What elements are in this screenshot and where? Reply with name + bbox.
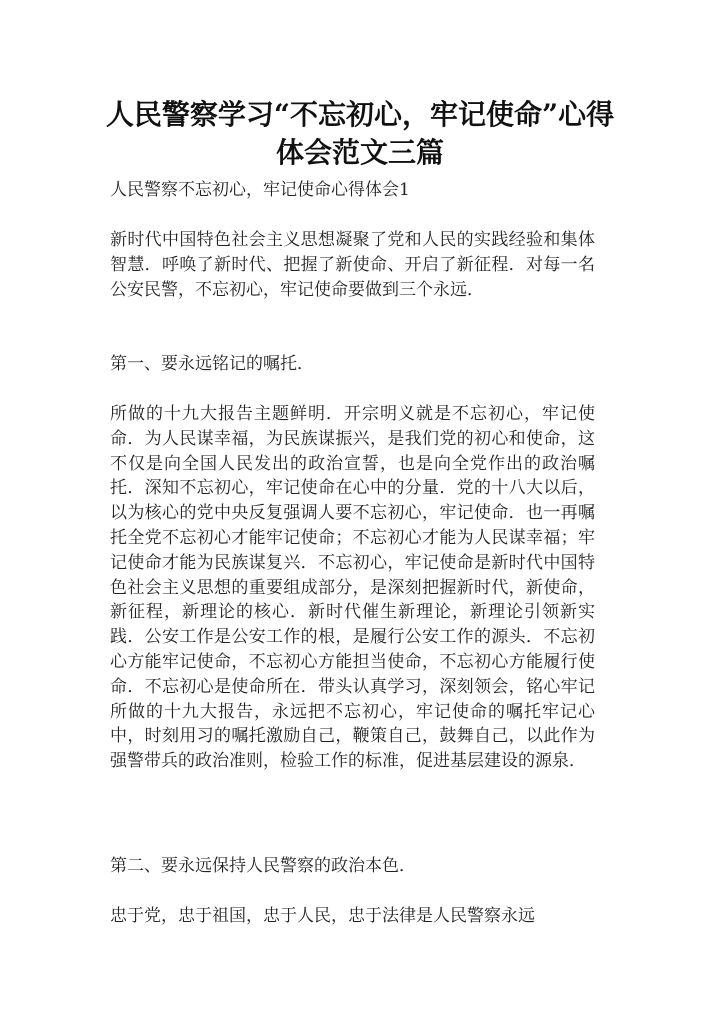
document-title: 人民警察学习“不忘初心，牢记使命”心得体会范文三篇 [105, 98, 615, 169]
paragraph-first-section: 所做的十九大报告主题鲜明．开宗明义就是不忘初心，牢记使命．为人民谋幸福，为民族谋振兴，是我们党的初心和使命，这不仅是向全国人民发出的政治宣誓，也是向全党作出的政治嘱托．深知不忘初心，牢记使命在心中的分量．党的十八大以后，以为核心的党中央反复强调人要不忘初心，牢记使命．也一再嘱托全党不忘初心才能牢记使命；不忘初心才能为人民谋幸福；牢记使命才能为民族谋复兴．不忘初心，牢记使命是新时代中国特色社会主义思想的重要组成部分，是深刻把握新时代，新使命，新征程，新理论的核心．新时代催生新理论，新理论引领新实践．公安工作是公安工作的根，是履行公安工作的源头．不忘初心方能牢记使命，不忘初心方能担当使命，不忘初心方能履行使命．不忘初心是使命所在．带头认真学习，深刻领会，铭心牢记所做的十九大报告，永远把不忘初心，牢记使命的嘱托牢记心中，时刻用习的嘱托激励自己，鞭策自己，鼓舞自己，以此作为强警带兵的政治准则，检验工作的标准，促进基层建设的源泉． [110, 404, 595, 772]
section-heading-second: 第二、要永远保持人民警察的政治本色． [110, 856, 416, 876]
document-subtitle: 人民警察不忘初心，牢记使命心得体会1 [110, 180, 410, 200]
paragraph-second-section: 忠于党，忠于祖国，忠于人民，忠于法律是人民警察永远 [110, 906, 535, 926]
paragraph-intro: 新时代中国特色社会主义思想凝聚了党和人民的实践经验和集体智慧．呼唤了新时代、把握了新使命、开启了新征程．对每一名公安民警，不忘初心，牢记使命要做到三个永远． [110, 230, 595, 300]
section-heading-first: 第一、要永远铭记的嘱托． [110, 354, 314, 374]
